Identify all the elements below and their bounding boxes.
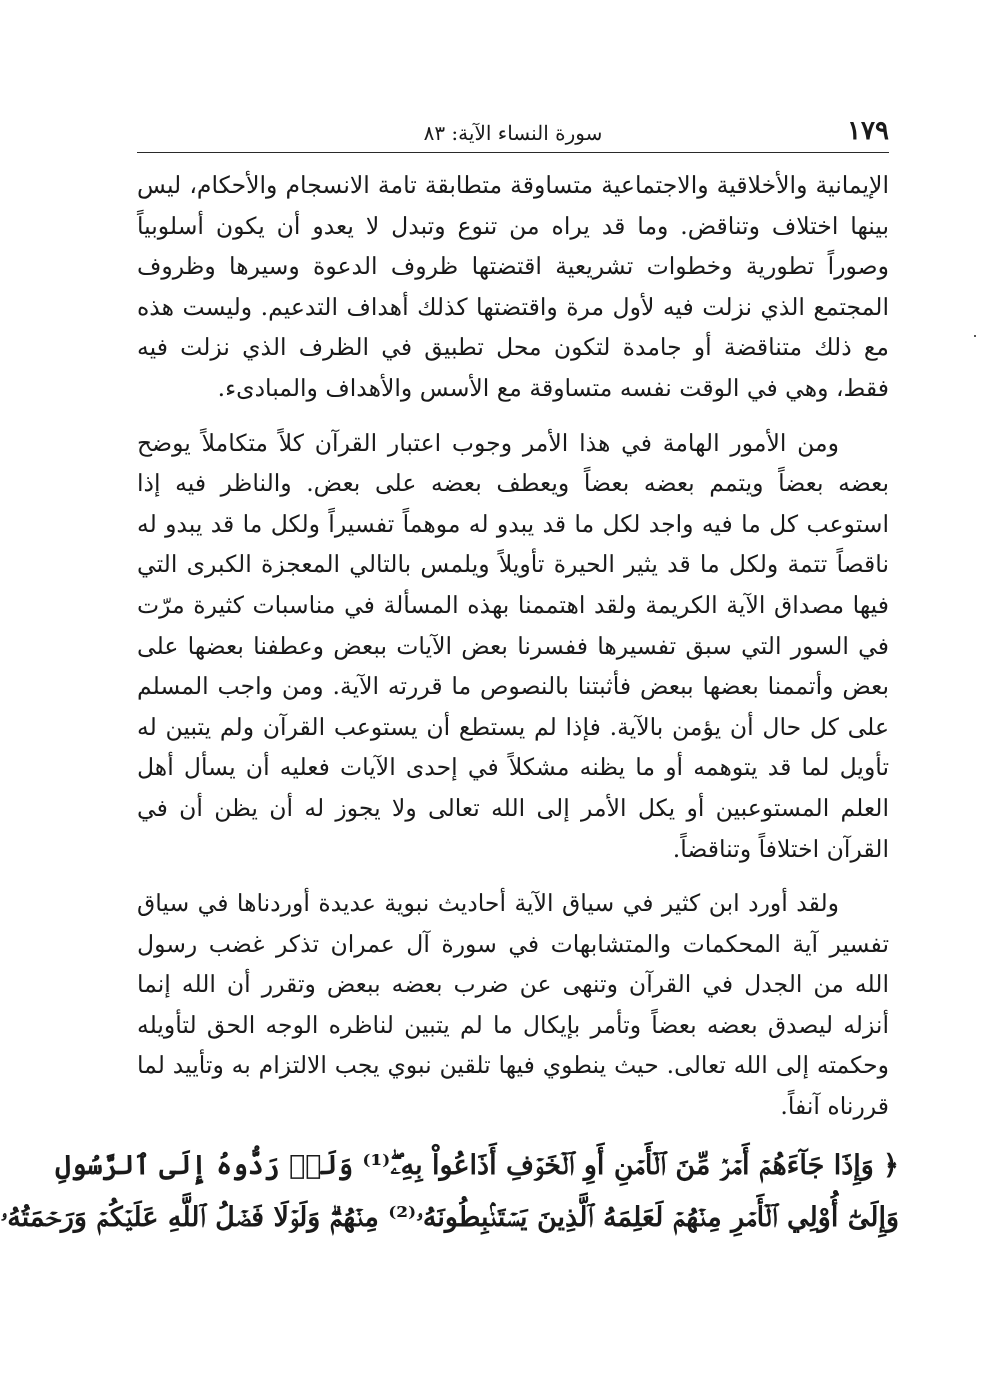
quran-verse-line-2: وَإِلَىٰٓ أُوْلِي ٱلۡأَمۡرِ مِنۡهُمۡ لَعَلِمَهُ ٱلَّذِينَ يَسۡتَنۢبِطُونَهُۥ⁽²⁾ مِنۡهُمۡۗ وَلَوۡلَا فَضۡلُ ٱللَّهِ عَلَيۡكُمۡ وَرَحۡمَتُهُۥ <box>0 1202 899 1233</box>
quran-verse-text-1: وَإِذَا جَآءَهُمۡ أَمۡرٞ مِّنَ ٱلۡأَمۡنِ أَوِ ٱلۡخَوۡفِ أَذَاعُواْ بِهِۦۖ⁽¹⁾ وَلَوۡ رَدُّوهُ إِلَى ٱلرَّسُولِ <box>55 1150 874 1181</box>
page-number: ١٧٩ <box>847 116 889 146</box>
paragraph-3: ولقد أورد ابن كثير في سياق الآية أحاديث نبوية عديدة أوردناها في سياق تفسير آية المحكمات والمتشابهات في سورة آل عمران تذكر غضب رسول الله من الجدل في القرآن وتنهى عن ضرب بعضه ببعض وتقرر أن الله إنما أنزله ليصدق بعضه بعضاً وتأمر بإيكال ما لم يتبين لناظره الوجه الحق لتأويله وحكمته إلى الله تعالى. حيث ينطوي فيها تلقين نبوي يجب الالتزام به وتأييد لما قررناه آنفاً. <box>137 889 889 1121</box>
margin-mark <box>974 335 976 337</box>
running-head: سورة النساء الآية: ٨٣ <box>423 121 603 145</box>
quran-verse <box>0 1140 899 1244</box>
quran-verse-line-1 <box>55 1140 899 1192</box>
body-text <box>137 165 889 1127</box>
page-header <box>137 112 889 153</box>
paragraph-2: ومن الأمور الهامة في هذا الأمر وجوب اعتبار القرآن كلاً متكاملاً يوضح بعضه بعضاً ويتمم بعضه بعضاً ويعطف بعضه على بعض. والناظر فيه إذا استوعب كل ما فيه واجد لكل ما قد يبدو له موهماً تفسيراً ولكل ما قد يبدو له ناقصاً تتمة ولكل ما قد يثير الحيرة تأويلاً ويلمس بالتالي المعجزة الكبرى التي فيها مصداق الآية الكريمة ولقد اهتممنا بهذه المسألة في مناسبات كثيرة مرّت في السور التي سبق تفسيرها ففسرنا بعض الآيات ببعض وعطفنا بعضها على بعض وأتممنا بعضها ببعض فأثبتنا بالنصوص ما قررته الآية. ومن واجب المسلم على كل حال أن يؤمن بالآية. فإذا لم يستطع أن يستوعب القرآن ولم يتبين له تأويل لما قد يتوهمه أو ما يظنه مشكلاً في إحدى الآيات فعليه أن يسأل أهل العلم المستوعبين أو يكل الأمر إلى الله تعالى ولا يجوز له أن يظن أن في القرآن اختلافاً وتناقضاً. <box>137 428 889 863</box>
paragraph-1: الإيمانية والأخلاقية والاجتماعية متساوقة متطابقة تامة الانسجام والأحكام، ليس بينها اختلاف وتناقض. وما قد يراه من تنوع وتبدل لا يعدو أن يكون أسلوبياً وصوراً تطورية وخطوات تشريعية اقتضتها ظروف الدعوة وسيرها وظروف المجتمع الذي نزلت فيه لأول مرة واقتضتها كذلك أهداف التدعيم. وليست هذه مع ذلك متناقضة أو جامدة لتكون محل تطبيق في الظرف الذي نزلت فيه فقط، وهي في الوقت نفسه متساوقة مع الأسس والأهداف والمبادىء. <box>137 171 889 402</box>
verse-ornament-icon: ﴿ <box>883 1150 899 1181</box>
